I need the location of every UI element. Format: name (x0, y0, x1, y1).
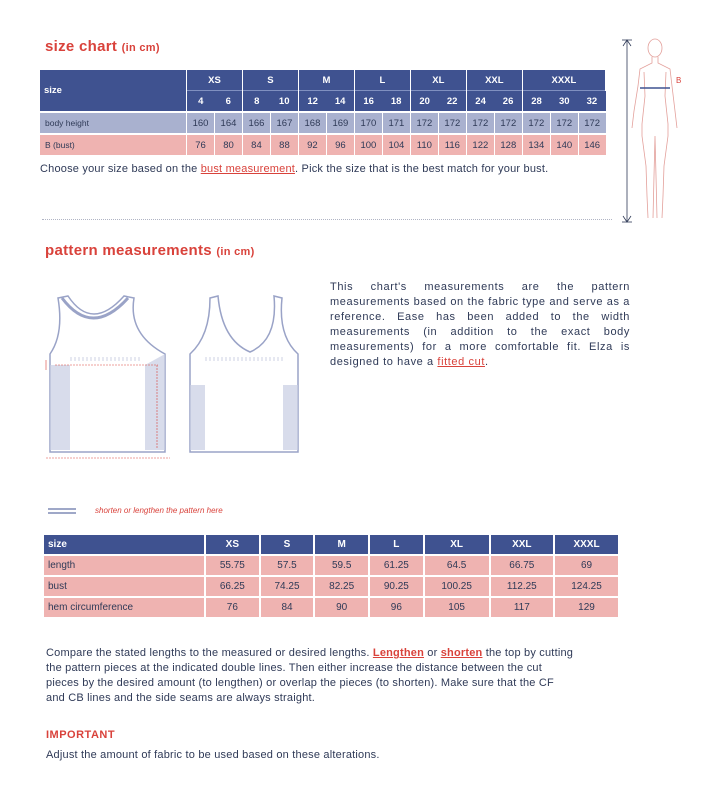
size-num: 14 (326, 91, 354, 113)
size-chart-unit: (in cm) (121, 42, 160, 54)
cell: 59.5 (314, 555, 369, 576)
cell: 134 (522, 134, 550, 155)
col-xxxl: XXXL (554, 535, 618, 555)
cell: 128 (494, 134, 522, 155)
cell: 96 (326, 134, 354, 155)
cell: 110 (410, 134, 438, 155)
cell: 164 (214, 112, 242, 134)
size-num: 16 (354, 91, 382, 113)
pattern-measurements-table (44, 535, 618, 617)
group-xs: XS (187, 70, 243, 91)
size-num: 18 (382, 91, 410, 113)
cell: 82.25 (314, 576, 369, 597)
cell: 84 (242, 134, 270, 155)
length-row (44, 555, 618, 576)
size-num: 12 (298, 91, 326, 113)
cell: 140 (550, 134, 578, 155)
size-num: 24 (466, 91, 494, 113)
cell: 76 (187, 134, 215, 155)
pattern-desc-pre: This chart's measurements are the pattern measurements based on the fabric type and serve as a reference. Ease has been added to the width measurements (in addition to the exact body measurements) for a more comfortable fit. Elza is designed to have a (330, 281, 630, 368)
cell: 88 (270, 134, 298, 155)
figure-bust-label: B (676, 76, 682, 85)
important-title: IMPORTANT (46, 729, 116, 741)
cell: 76 (205, 597, 260, 617)
size-num: 8 (242, 91, 270, 113)
size-num: 32 (578, 91, 605, 113)
lengthen-link[interactable]: Lengthen (372, 647, 425, 659)
cell: 124.25 (554, 576, 618, 597)
cell: 129 (554, 597, 618, 617)
cell: 61.25 (369, 555, 424, 576)
group-xxxl: XXXL (522, 70, 605, 91)
cell: 92 (298, 134, 326, 155)
group-m: M (298, 70, 354, 91)
pattern-title (45, 242, 255, 259)
size-num: 10 (270, 91, 298, 113)
size-chart-title-text: size chart (45, 38, 118, 55)
size-note-post: . Pick the size that is the best match for your bust. (295, 163, 549, 175)
col-xxl: XXL (490, 535, 554, 555)
front-piece (46, 296, 170, 458)
bust-row (44, 576, 618, 597)
cell: 69 (554, 555, 618, 576)
body-figure-icon (612, 36, 692, 226)
cell: 116 (438, 134, 466, 155)
cell: 117 (490, 597, 554, 617)
shorten-link[interactable]: shorten (440, 647, 483, 659)
pattern-unit: (in cm) (216, 246, 255, 258)
hem-row (44, 597, 618, 617)
cell: 160 (187, 112, 215, 134)
cell: 66.25 (205, 576, 260, 597)
meas-header-row (44, 535, 618, 555)
col-xs: XS (205, 535, 260, 555)
cell: 172 (466, 112, 494, 134)
cell: 55.75 (205, 555, 260, 576)
pattern-title-text: pattern measurements (45, 242, 212, 259)
cell: 96 (369, 597, 424, 617)
cell: 169 (326, 112, 354, 134)
cell: 168 (298, 112, 326, 134)
col-xl: XL (424, 535, 490, 555)
back-piece (190, 296, 298, 452)
compare-pre: Compare the stated lengths to the measured or desired lengths. (46, 647, 373, 659)
cell: 172 (578, 112, 605, 134)
cell: 64.5 (424, 555, 490, 576)
compare-mid: or (424, 647, 441, 659)
size-num: 28 (522, 91, 550, 113)
bust-measurement-link[interactable]: bust measurement (200, 163, 296, 175)
size-num: 22 (438, 91, 466, 113)
cell: 172 (550, 112, 578, 134)
size-num: 6 (214, 91, 242, 113)
cell: 90.25 (369, 576, 424, 597)
cell: 74.25 (260, 576, 315, 597)
size-note-pre: Choose your size based on the (40, 163, 201, 175)
cell: 170 (354, 112, 382, 134)
col-m: M (314, 535, 369, 555)
group-xxl: XXL (466, 70, 522, 91)
row-label: length (44, 555, 205, 576)
cell: 84 (260, 597, 315, 617)
size-chart-title (45, 38, 160, 55)
body-height-row (40, 112, 606, 134)
size-num: 26 (494, 91, 522, 113)
group-l: L (354, 70, 410, 91)
col-l: L (369, 535, 424, 555)
cell: 112.25 (490, 576, 554, 597)
cell: 167 (270, 112, 298, 134)
cell: 122 (466, 134, 494, 155)
row-label: hem circumference (44, 597, 205, 617)
col-s: S (260, 535, 315, 555)
cell: 80 (214, 134, 242, 155)
compare-paragraph (46, 646, 576, 706)
cell: 105 (424, 597, 490, 617)
cell: 104 (382, 134, 410, 155)
cell: 57.5 (260, 555, 315, 576)
size-chart-group-row (40, 70, 606, 91)
legend-text: shorten or lengthen the pattern here (95, 506, 223, 515)
size-header: size (40, 70, 187, 112)
size-num: 4 (187, 91, 215, 113)
compare-post: the top by cutting the pattern pieces at the indicated double lines. Then either increase the distance between the cut pieces by the desired amount (to lengthen) or overlap the pieces (to shorten). Make sure that the CF and CB lines and the side seams are always straight. (46, 647, 574, 704)
size-chart-table (40, 70, 606, 155)
group-s: S (242, 70, 298, 91)
cell: 172 (522, 112, 550, 134)
bust-row (40, 134, 606, 155)
cell: 171 (382, 112, 410, 134)
cell: 166 (242, 112, 270, 134)
group-xl: XL (410, 70, 466, 91)
section-divider (42, 219, 612, 220)
size-num: 30 (550, 91, 578, 113)
size-note (40, 163, 620, 175)
fitted-cut-link[interactable]: fitted cut (437, 356, 485, 368)
row-label: bust (44, 576, 205, 597)
col-size: size (44, 535, 205, 555)
important-text: Adjust the amount of fabric to be used based on these alterations. (46, 749, 380, 761)
cell: 146 (578, 134, 605, 155)
cell: 172 (494, 112, 522, 134)
cell: 172 (410, 112, 438, 134)
cell: 100 (354, 134, 382, 155)
pattern-description (330, 280, 630, 370)
size-num: 20 (410, 91, 438, 113)
cell: 66.75 (490, 555, 554, 576)
pattern-pieces-diagram (40, 290, 310, 470)
double-line-icon (48, 507, 76, 515)
cell: 90 (314, 597, 369, 617)
cell: 100.25 (424, 576, 490, 597)
cell: 172 (438, 112, 466, 134)
row-label: body height (40, 112, 187, 134)
pattern-desc-post: . (485, 356, 489, 368)
row-label: B (bust) (40, 134, 187, 155)
